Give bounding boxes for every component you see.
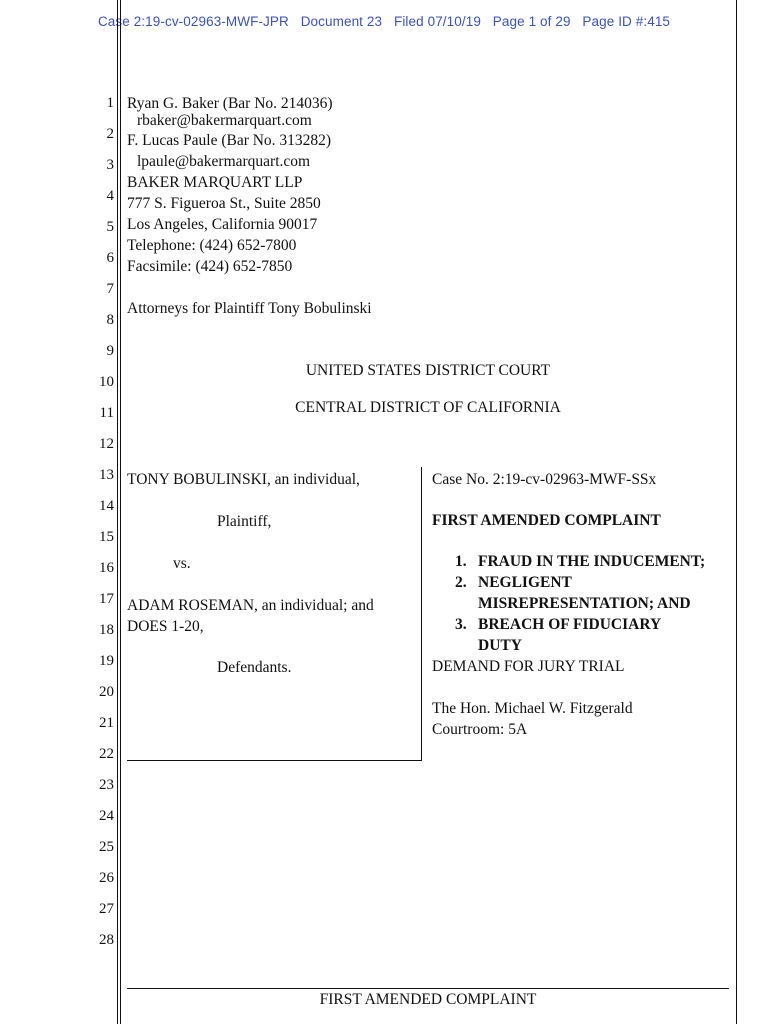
firm-city: Los Angeles, California 90017 bbox=[127, 216, 318, 233]
filing-header bbox=[0, 14, 768, 29]
line-number: 28 bbox=[99, 932, 114, 948]
plaintiff-role: Plaintiff, bbox=[217, 513, 272, 530]
line-number: 22 bbox=[99, 746, 114, 762]
line-number: 17 bbox=[99, 591, 114, 607]
header-document: Document 23 bbox=[300, 14, 383, 29]
court-name: UNITED STATES DISTRICT COURT bbox=[305, 362, 551, 379]
line-number: 24 bbox=[99, 808, 114, 824]
line-number: 6 bbox=[106, 250, 114, 266]
attorney-line: F. Lucas Paule (Bar No. 313282) bbox=[127, 132, 332, 149]
line-number: 4 bbox=[106, 188, 114, 204]
attorney-email: lpaule@bakermarquart.com bbox=[137, 153, 311, 170]
line-number: 2 bbox=[106, 126, 114, 142]
line-number: 7 bbox=[106, 281, 114, 297]
judge-name: The Hon. Michael W. Fitzgerald bbox=[432, 700, 633, 717]
line-number: 13 bbox=[99, 467, 114, 483]
claim-title: DUTY bbox=[478, 637, 522, 654]
claim-title: BREACH OF FIDUCIARY bbox=[478, 616, 662, 633]
case-number: Case No. 2:19-cv-02963-MWF-SSx bbox=[432, 471, 657, 488]
line-number: 25 bbox=[99, 839, 114, 855]
caption-bottom-rule bbox=[127, 760, 422, 761]
claim-number: 3. bbox=[455, 616, 467, 633]
line-number: 16 bbox=[99, 560, 114, 576]
left-margin-rule-2 bbox=[120, 0, 121, 1024]
line-number: 14 bbox=[99, 498, 114, 514]
claim-number: 1. bbox=[455, 553, 467, 570]
line-number: 20 bbox=[99, 684, 114, 700]
firm-telephone: Telephone: (424) 652-7800 bbox=[127, 237, 297, 254]
court-district: CENTRAL DISTRICT OF CALIFORNIA bbox=[295, 399, 561, 416]
attorneys-for: Attorneys for Plaintiff Tony Bobulinski bbox=[127, 300, 372, 317]
header-page: Page 1 of 29 bbox=[492, 14, 571, 29]
line-number: 8 bbox=[106, 312, 114, 328]
defendant-does: DOES 1-20, bbox=[127, 618, 204, 635]
claim-title: NEGLIGENT bbox=[478, 574, 572, 591]
line-number: 15 bbox=[99, 529, 114, 545]
line-number: 1 bbox=[106, 95, 114, 111]
line-number: 21 bbox=[99, 715, 114, 731]
caption-divider bbox=[421, 467, 422, 761]
line-number: 23 bbox=[99, 777, 114, 793]
line-number: 27 bbox=[99, 901, 114, 917]
line-number: 3 bbox=[106, 157, 114, 173]
header-filed: Filed 07/10/19 bbox=[393, 14, 481, 29]
line-number: 18 bbox=[99, 622, 114, 638]
jury-demand: DEMAND FOR JURY TRIAL bbox=[432, 658, 625, 675]
line-number: 9 bbox=[106, 343, 114, 359]
attorney-email: rbaker@bakermarquart.com bbox=[137, 112, 312, 129]
line-number: 19 bbox=[99, 653, 114, 669]
left-margin-rule-1 bbox=[117, 0, 118, 1024]
claim-title: FRAUD IN THE INDUCEMENT; bbox=[478, 553, 706, 570]
defendant-role: Defendants. bbox=[217, 659, 292, 676]
defendant-name: ADAM ROSEMAN, an individual; and bbox=[127, 597, 374, 614]
versus: vs. bbox=[173, 555, 191, 572]
plaintiff-name: TONY BOBULINSKI, an individual, bbox=[127, 471, 360, 488]
firm-name: BAKER MARQUART LLP bbox=[127, 174, 303, 191]
firm-address: 777 S. Figueroa St., Suite 2850 bbox=[127, 195, 321, 212]
line-number: 26 bbox=[99, 870, 114, 886]
firm-facsimile: Facsimile: (424) 652-7850 bbox=[127, 258, 293, 275]
attorney-line: Ryan G. Baker (Bar No. 214036) bbox=[127, 95, 333, 112]
header-case: Case 2:19-cv-02963-MWF-JPR bbox=[97, 14, 289, 29]
header-page-id: Page ID #:415 bbox=[582, 14, 671, 29]
claim-number: 2. bbox=[455, 574, 467, 591]
footer-title: FIRST AMENDED COMPLAINT bbox=[319, 991, 537, 1008]
document-title: FIRST AMENDED COMPLAINT bbox=[432, 512, 661, 529]
line-number: 5 bbox=[106, 219, 114, 235]
right-margin-rule bbox=[736, 0, 737, 1024]
footer-rule bbox=[127, 988, 729, 989]
line-number: 12 bbox=[99, 436, 114, 452]
courtroom: Courtroom: 5A bbox=[432, 721, 528, 738]
claim-title: MISREPRESENTATION; AND bbox=[478, 595, 691, 612]
line-number: 11 bbox=[99, 405, 114, 421]
line-number: 10 bbox=[99, 374, 114, 390]
